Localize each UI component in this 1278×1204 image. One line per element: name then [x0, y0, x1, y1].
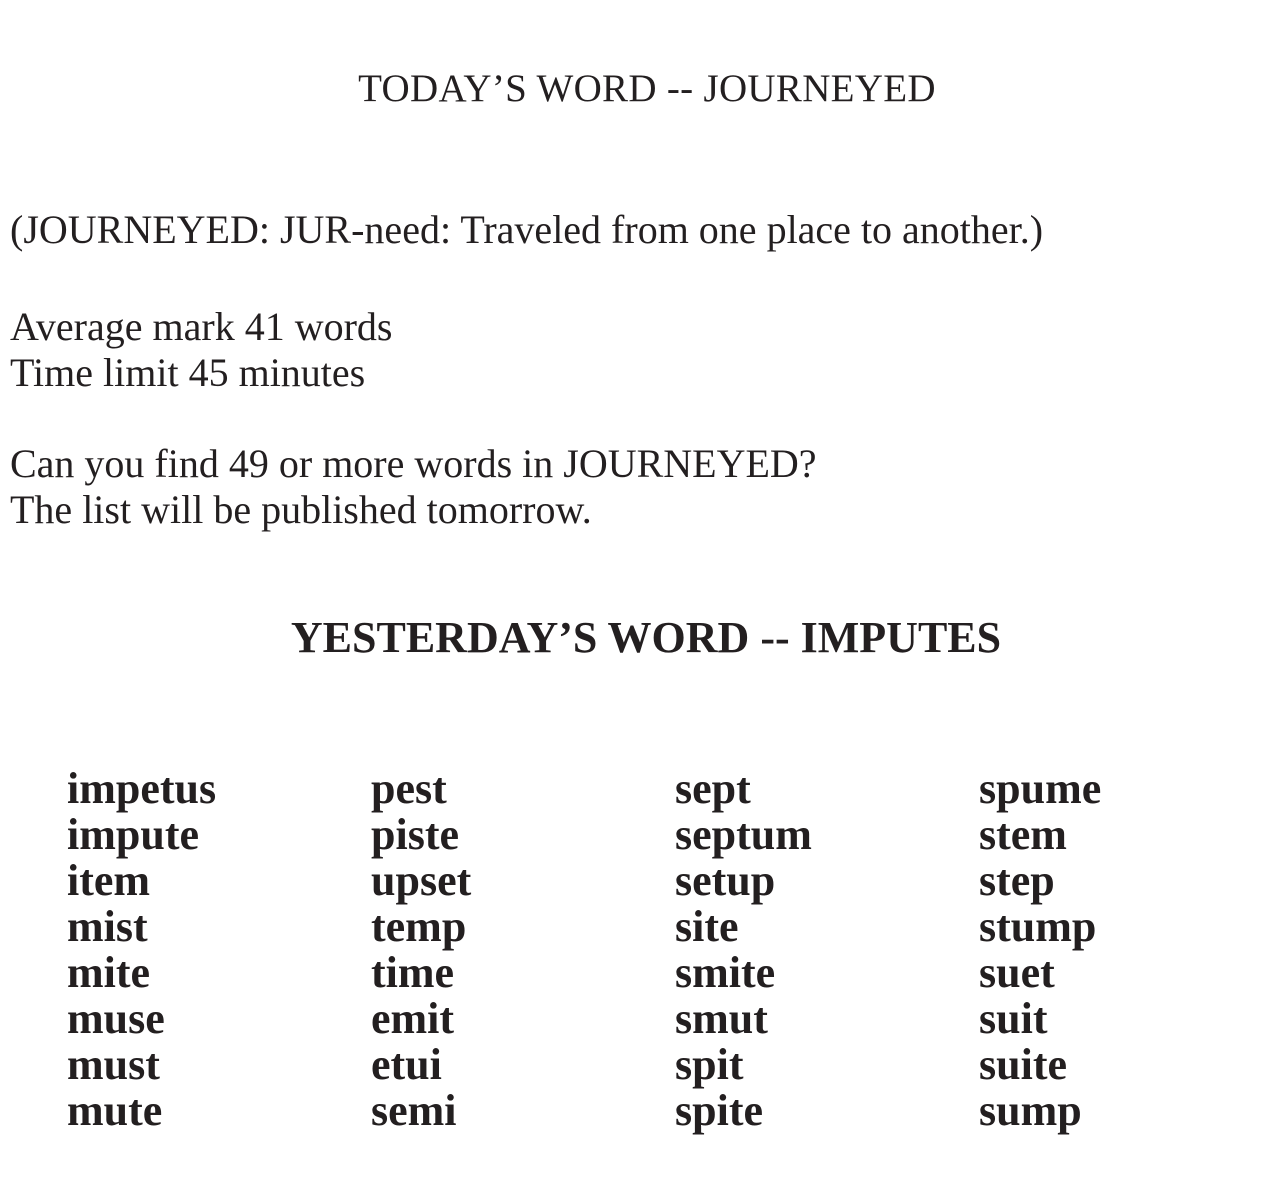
list-item: suite — [979, 1040, 1067, 1089]
word-column — [675, 766, 979, 1134]
list-item: smite — [675, 948, 776, 997]
stats-block — [10, 304, 392, 396]
publish-note: The list will be published tomorrow. — [10, 487, 592, 532]
list-item: mute — [67, 1086, 163, 1135]
list-item: pest — [371, 764, 447, 813]
list-item: setup — [675, 856, 776, 905]
challenge-question: Can you find 49 or more words in JOURNEYED? — [10, 441, 817, 486]
todays-word-title: TODAY’S WORD -- JOURNEYED — [358, 67, 936, 110]
yesterdays-word-title: YESTERDAY’S WORD -- IMPUTES — [290, 613, 1002, 662]
time-limit: Time limit 45 minutes — [10, 350, 366, 395]
list-item: impute — [67, 810, 199, 859]
list-item: piste — [371, 810, 459, 859]
list-item: sump — [979, 1086, 1082, 1135]
list-item: spume — [979, 764, 1102, 813]
list-item: emit — [371, 994, 455, 1043]
word-definition: (JOURNEYED: JUR-need: Traveled from one place to another.) — [10, 207, 1044, 252]
list-item: must — [67, 1040, 160, 1089]
list-item: site — [675, 902, 739, 951]
list-item: smut — [675, 994, 768, 1043]
list-item: temp — [371, 902, 467, 951]
list-item: septum — [675, 810, 812, 859]
list-item: suet — [979, 948, 1055, 997]
list-item: semi — [371, 1086, 457, 1135]
list-item: stem — [979, 810, 1067, 859]
list-item: step — [979, 856, 1055, 905]
list-item: impetus — [67, 764, 217, 813]
average-mark: Average mark 41 words — [10, 304, 393, 349]
list-item: time — [371, 948, 455, 997]
word-list — [67, 766, 1278, 1134]
list-item: upset — [371, 856, 472, 905]
word-column — [371, 766, 675, 1134]
list-item: spit — [675, 1040, 744, 1089]
list-item: mite — [67, 948, 151, 997]
list-item: spite — [675, 1086, 763, 1135]
challenge-block — [10, 441, 817, 533]
list-item: etui — [371, 1040, 442, 1089]
list-item: sept — [675, 764, 751, 813]
list-item: stump — [979, 902, 1097, 951]
word-column — [979, 766, 1278, 1134]
list-item: suit — [979, 994, 1048, 1043]
list-item: item — [67, 856, 151, 905]
list-item: mist — [67, 902, 148, 951]
list-item: muse — [67, 994, 165, 1043]
word-column — [67, 766, 371, 1134]
